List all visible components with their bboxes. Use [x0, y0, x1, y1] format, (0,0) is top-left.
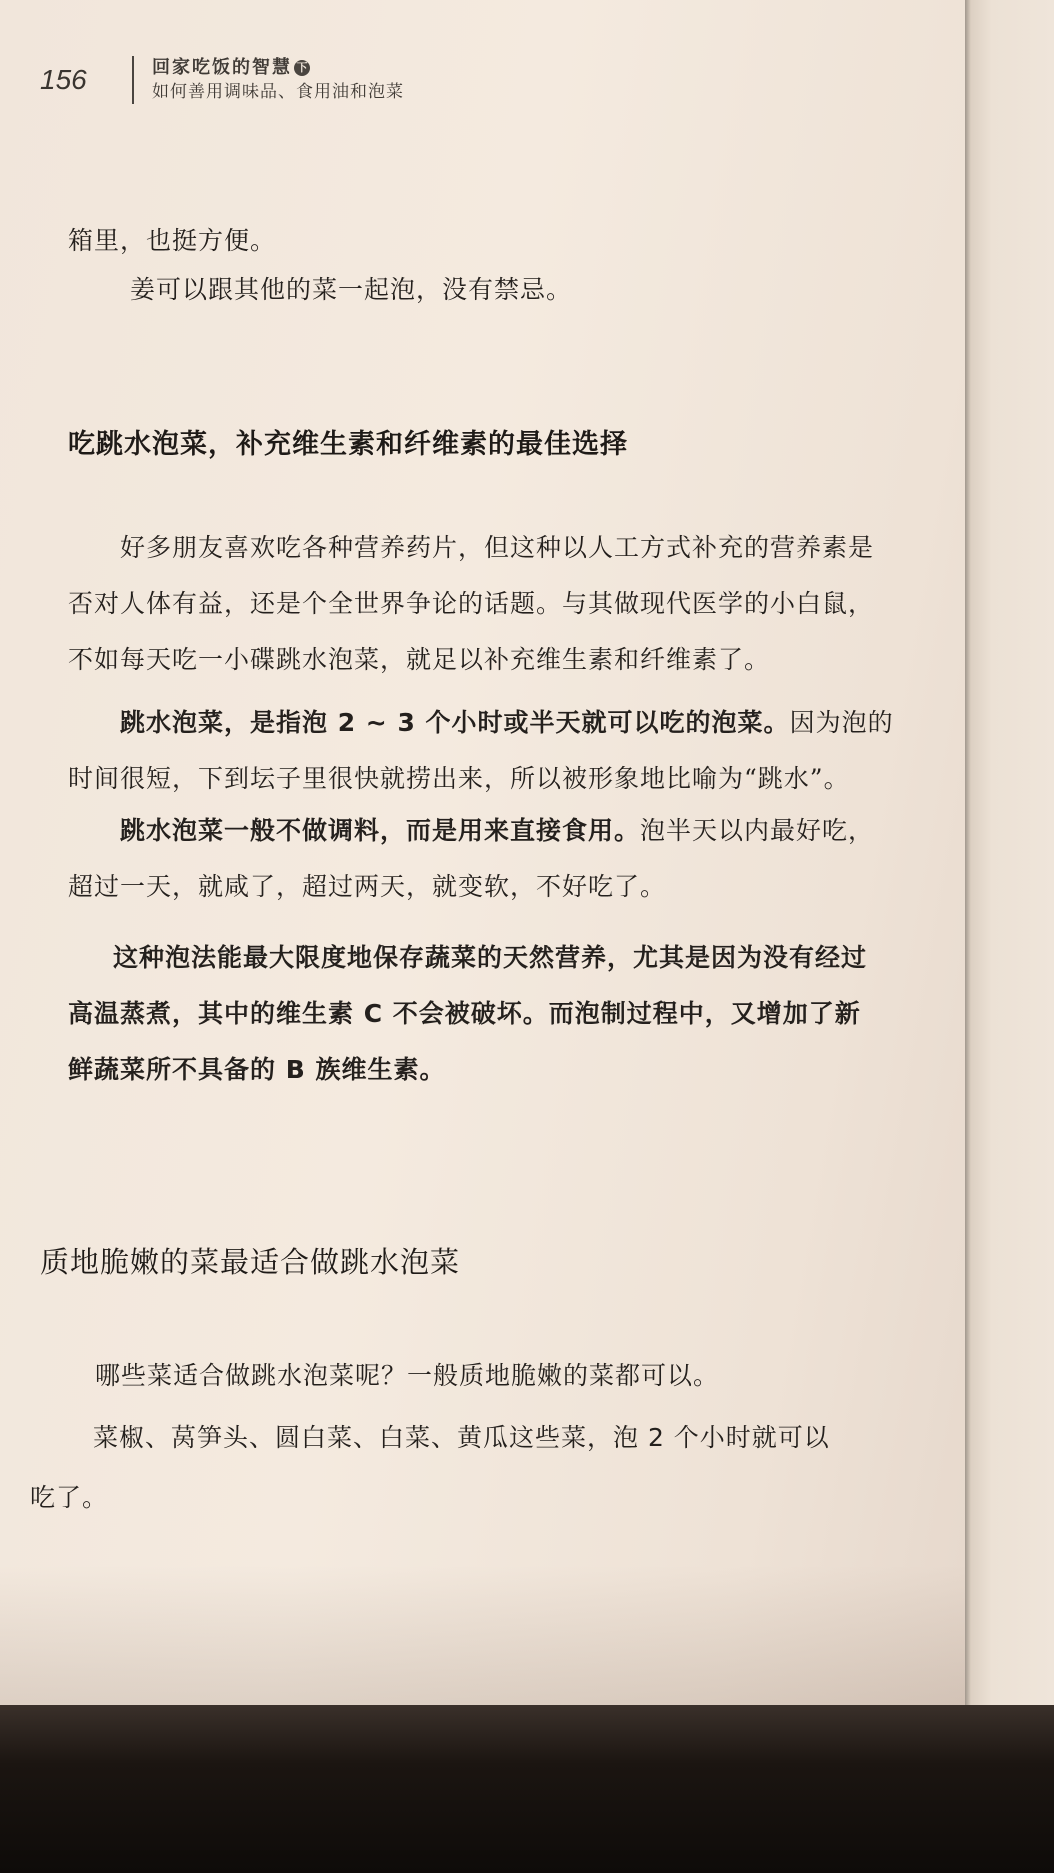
- paragraph-6: [30, 1410, 830, 1526]
- running-header: [40, 55, 404, 105]
- section-heading-1: 吃跳水泡菜，补充维生素和纤维素的最佳选择: [68, 429, 628, 460]
- paragraph-4-line: 这种泡法能最大限度地保存蔬菜的天然营养，尤其是因为没有经过: [113, 943, 868, 972]
- header-divider: [132, 56, 134, 104]
- paragraph-3-emphasis: 跳水泡菜一般不做调料，而是用来直接食用。: [120, 816, 641, 845]
- table-surface: [0, 1705, 1054, 1873]
- paragraph-3-text: 泡半天以内最好吃，: [640, 816, 875, 845]
- header-titles: [152, 56, 404, 104]
- paragraph-2-emphasis: 跳水泡菜，是指泡 2 ~ 3 个小时或半天就可以吃的泡菜。: [120, 708, 790, 737]
- book-title: 回家吃饭的智慧 下: [152, 56, 404, 80]
- paragraph-1: [68, 520, 874, 688]
- paragraph-3-line: 超过一天，就咸了，超过两天，就变软，不好吃了。: [68, 872, 667, 901]
- paragraph-4-line: 高温蒸煮，其中的维生素 C 不会被破坏。而泡制过程中，又增加了新: [68, 999, 861, 1028]
- page-number: 156: [40, 64, 87, 95]
- intro-line: 箱里，也挺方便。: [68, 226, 277, 255]
- chapter-title: 如何善用调味品、食用油和泡菜: [152, 82, 404, 102]
- volume-mark: 下: [294, 60, 310, 76]
- paragraph-6-line: 吃了。: [30, 1483, 109, 1512]
- paragraph-4: [68, 930, 867, 1098]
- paragraph-1-line: 不如每天吃一小碟跳水泡菜，就足以补充维生素和纤维素了。: [68, 645, 771, 674]
- paragraph-5: 哪些菜适合做跳水泡菜呢？一般质地脆嫩的菜都可以。: [95, 1361, 720, 1390]
- paragraph-4-line: 鲜蔬菜所不具备的 B 族维生素。: [68, 1055, 446, 1084]
- paragraph-1-line: 否对人体有益，还是个全世界争论的话题。与其做现代医学的小白鼠，: [68, 589, 875, 618]
- ginger-note: 姜可以跟其他的菜一起泡，没有禁忌。: [130, 275, 573, 304]
- paragraph-2-text: 因为泡的: [789, 708, 894, 737]
- section-heading-2: 质地脆嫩的菜最适合做跳水泡菜: [40, 1245, 461, 1279]
- adjacent-page-edge: [965, 0, 1054, 1705]
- paragraph-6-line: 菜椒、莴笋头、圆白菜、白菜、黄瓜这些菜，泡 2 个小时就可以: [93, 1423, 830, 1452]
- paragraph-2-line: 时间很短，下到坛子里很快就捞出来，所以被形象地比喻为“跳水”。: [68, 764, 850, 793]
- paragraph-1-line: 好多朋友喜欢吃各种营养药片，但这种以人工方式补充的营养素是: [120, 533, 875, 562]
- paragraph-2: [68, 695, 894, 807]
- paragraph-3: [68, 803, 874, 915]
